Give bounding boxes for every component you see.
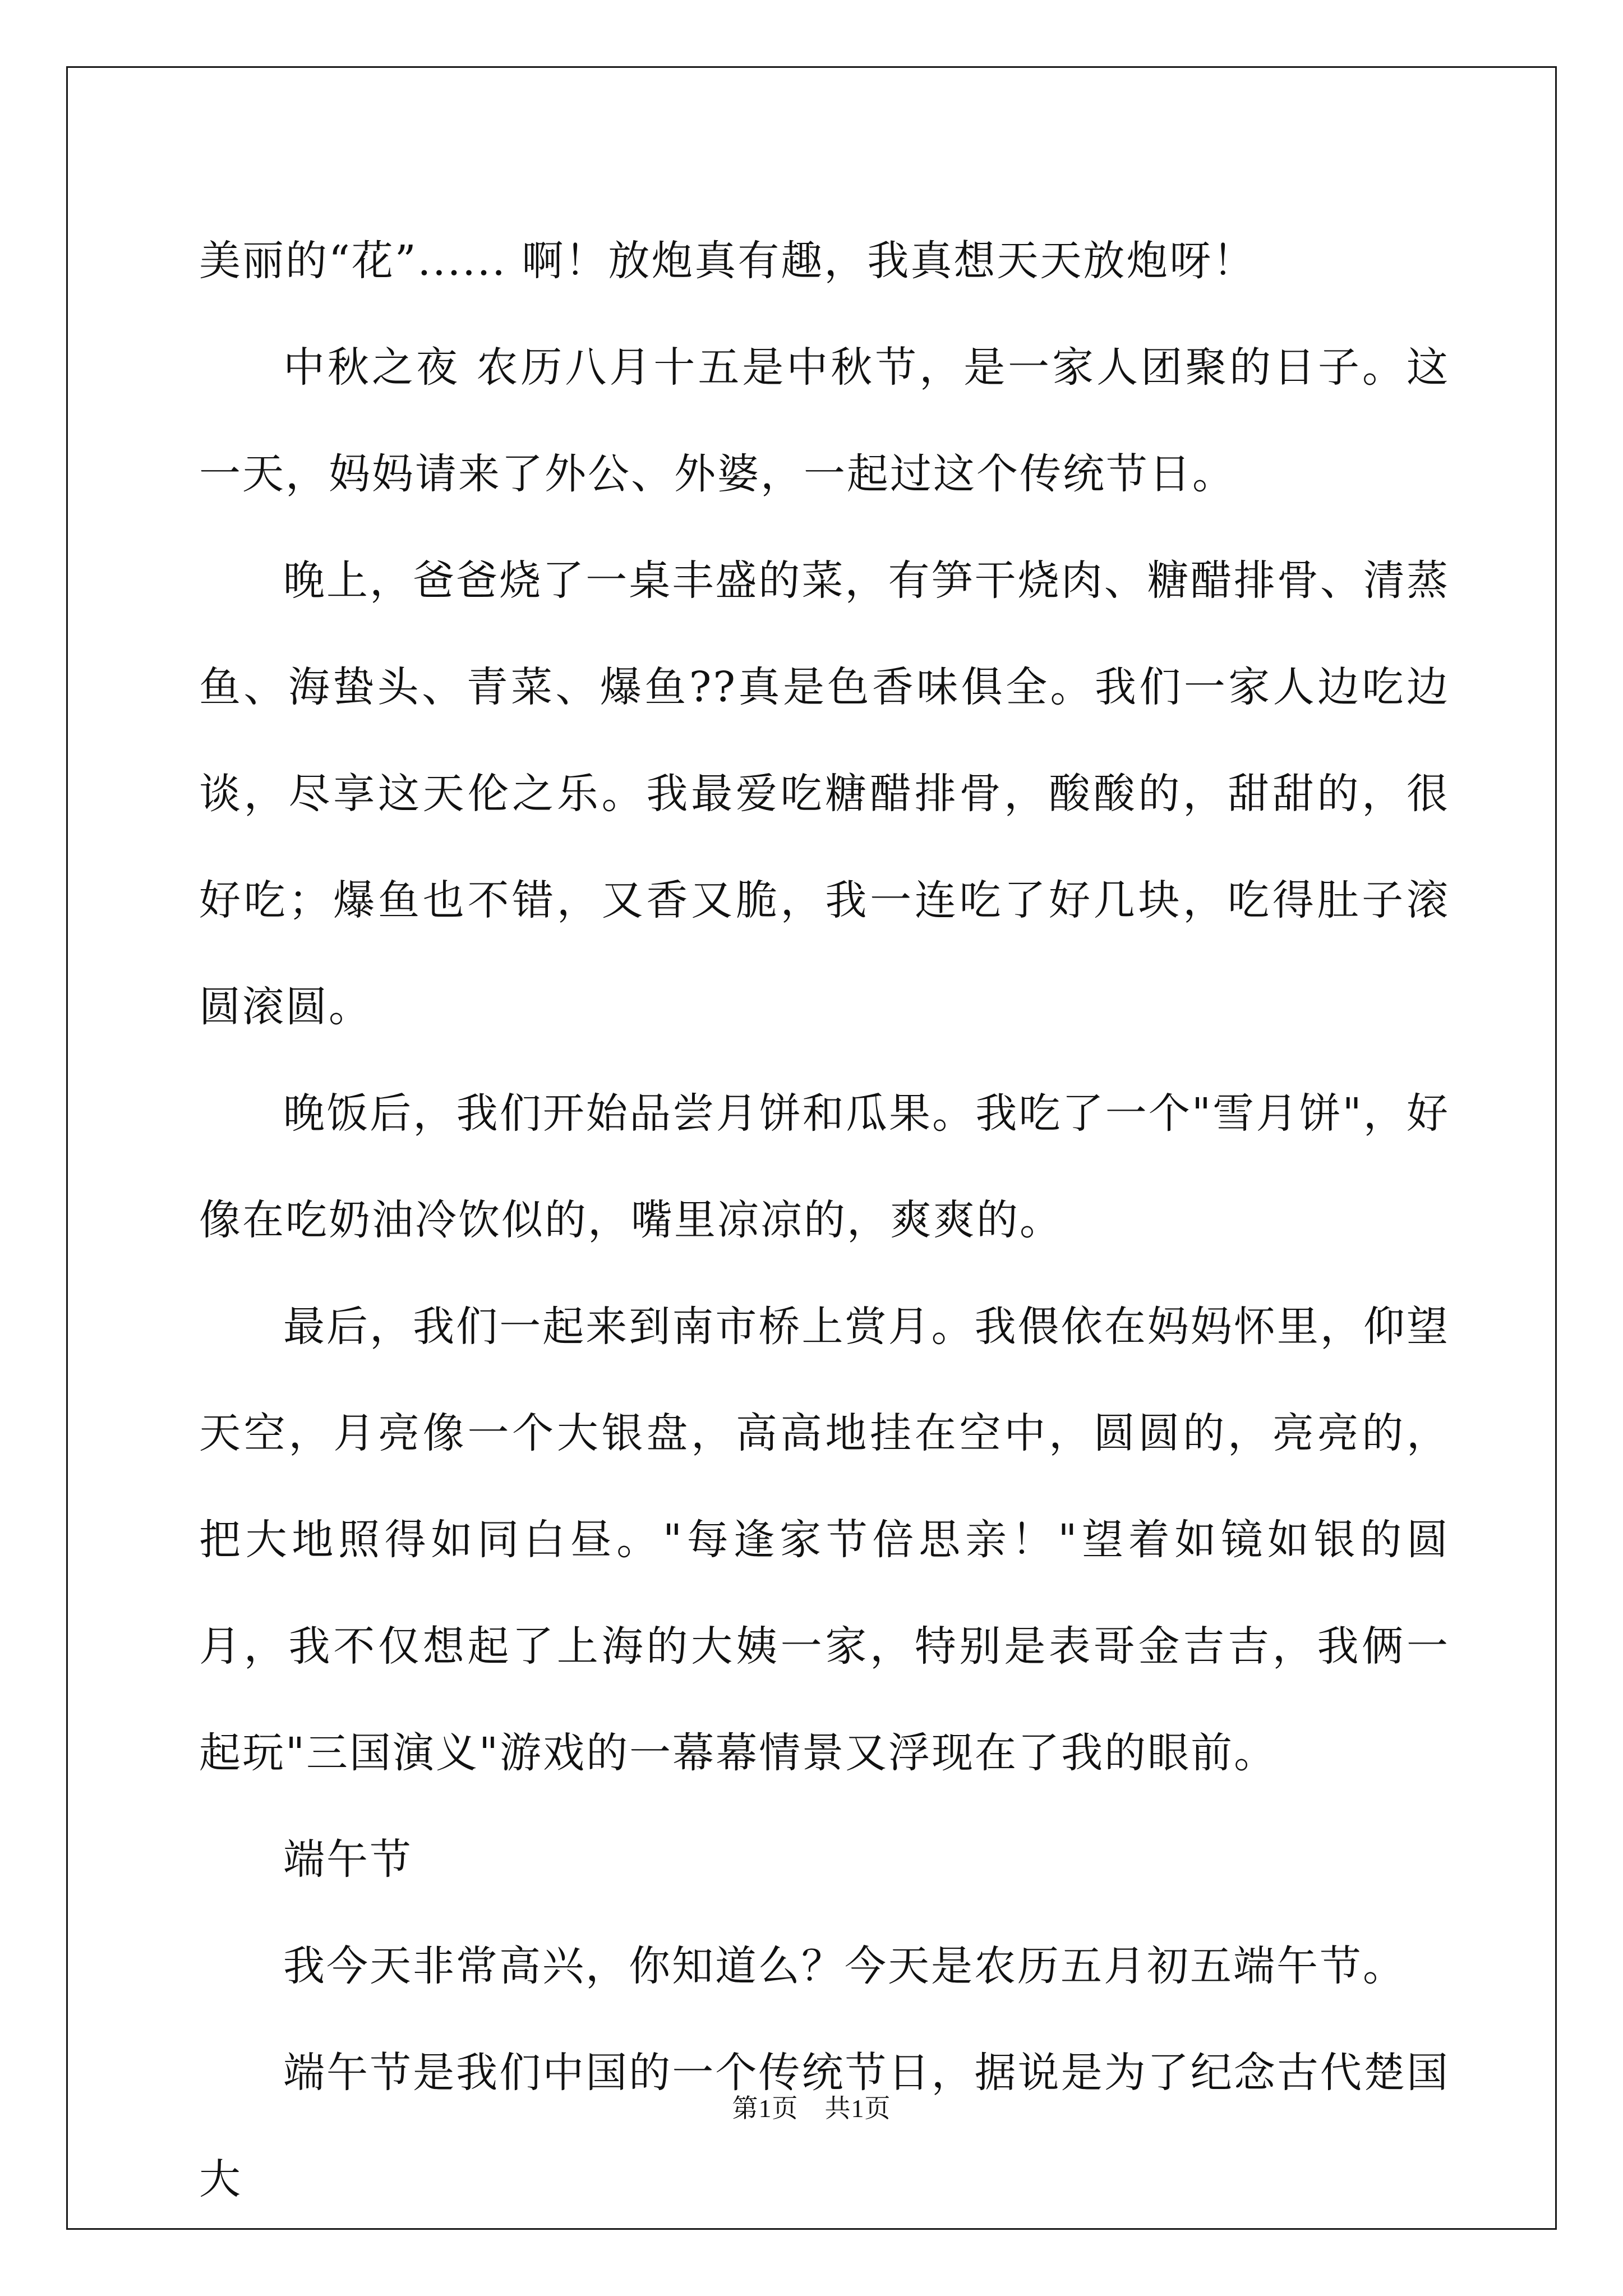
paragraph: 最后，我们一起来到南市桥上赏月。我偎依在妈妈怀里，仰望天空，月亮像一个大银盘，高高地挂在空中，圆圆的，亮亮的，把大地照得如同白昼。"每逢家节倍思亲！"望着如镜如银的圆月，我不仅想起了上海的大姨一家，特别是表哥金吉吉，我俩一起玩"三国演义"游戏的一幕幕情景又浮现在了我的眼前。 [199,1303,1450,1777]
paragraph: 我今天非常高兴，你知道么？今天是农历五月初五端午节。 [283,1942,1406,1990]
paragraph: 晚上，爸爸烧了一桌丰盛的菜，有笋干烧肉、糖醋排骨、清蒸鱼、海蛰头、青菜、爆鱼??真是色香味俱全。我们一家人边吃边谈，尽享这天伦之乐。我最爱吃糖醋排骨，酸酸的，甜甜的，很好吃；爆鱼也不错，又香又脆，我一连吃了好几块，吃得肚子滚圆滚圆。 [199,556,1450,1031]
section-heading: 端午节 [283,1835,413,1884]
paragraph: 端午节是我们中国的一个传统节日，据说是为了纪念古代楚国大 [199,2049,1450,2203]
paragraph: 美丽的“花”...... 啊！放炮真有趣，我真想天天放炮呀！ [199,237,1256,285]
document-body [199,208,1450,2233]
paragraph: 中秋之夜 农历八月十五是中秋节，是一家人团聚的日子。这一天，妈妈请来了外公、外婆，一起过这个传统节日。 [199,343,1450,498]
paragraph: 晚饭后，我们开始品尝月饼和瓜果。我吃了一个"雪月饼"，好像在吃奶油冷饮似的，嘴里凉凉的，爽爽的。 [199,1089,1450,1244]
page-number-footer: 第1页 共1页 [732,2094,891,2123]
